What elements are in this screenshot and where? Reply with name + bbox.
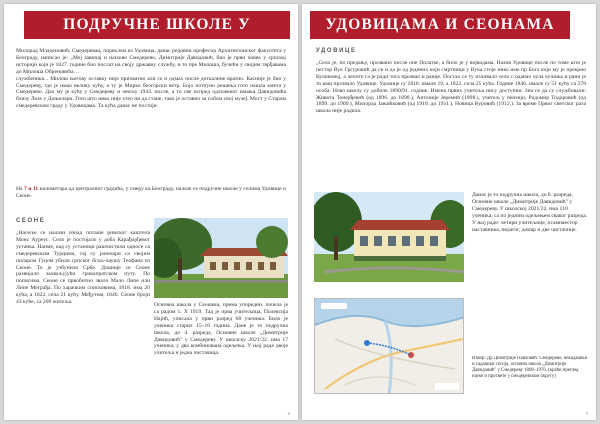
right-banner-title: УДОВИЦАМА И СЕОНАМА [310, 11, 570, 39]
udovice-school-illustration [314, 192, 464, 282]
seone-school-photo [154, 218, 288, 298]
page-number-right: 9 [585, 411, 588, 416]
udovice-heading: УДОВИЦЕ [316, 48, 357, 54]
udovice-school-text: Данас је то подручна школа, до 8. разреда, Основне школе „Димитрије Давидовић" у Смедереву. У школској 2021/22. има 110 ученика, са по једним одељењем сваког разреда. У њој раде: четири учитељице, осамнаестор наставника, педагог, домар и две чистачице. [472, 192, 588, 233]
seone-school-illustration [154, 218, 288, 298]
intro-paragraph-1: Милорад Младеновић, Смедеревац, пореклом из Удовица, данас редовни професор Архитектонског факултета у Београду, написао је: „Мој завичај и њихово Смедерево, Димитрије Давидовић, био је први човек у српској историји који је 1827. године био послат на своју државну службу, и то пре Милоша, бучећи у својим тврђавама до Милоша Обреновића… [16, 48, 286, 75]
left-page [4, 4, 298, 420]
distance-highlight: 7 и 11 [23, 186, 39, 192]
udovice-history-text: „Село је, по предању, прозвано после оне Полатке, а било је у војводама. Назив Удовице после по томе што је пестор Вук Гргуровић да се и да је од јединих који смртници у Вука стоје нико име пр Бога који му је прекрио Кулиновој, а лепоте га је ради тога прозвао и ранце. Постао се ту изливало село с оданао чула кучиња и рани је то ваш прозвало Удовице. Удовице су 1818. имале 19, а 1822. села 25 кућа. Године 1846. имале су 51 кућу са 278 особа. Ново школу су добиле 1890/91. године. Имена првих учитеља нису доступни. Зна се да су службовали: Живота Тонерђевић (од 1896. до 1898.), Антоније Јеремић (1898.), учитељ у пензији, Радомир Тодоровић (од 1899. до 1909.), Милорад Јањићковић (од 1910. до 1911.), Новица Вуровић (1912.). За време Првог светског рата школа није радила. [316, 60, 586, 115]
left-banner-title: ПОДРУЧНЕ ШКОЛЕ У [24, 11, 290, 39]
seone-history-text: „Насеље се налази изнад поташе римског каштела Монс Аурeус. Село је постојало у доба Карађорђевог устанка. Наиме, кад су устаници рашчистили односе са смедеревским Турцима, тај су јаничари са својим пиларом Гуцом убили српског бгаљ-чаушу Теофана из Сеоне. То је узбунило Србе. Доцније се Сеоне развијало захваљујући грчкопратском путу. По пописима, Сеоне се првобитно звало Мало Липе или Липе Меграђа. По харачким списковима, 1818. има 20 кућа, а 1822. села 21 кућу. Међутим, 1846. Сеоне броји 43 куће, са 209 житеља. [16, 230, 150, 306]
seone-heading: СЕОНЕ [16, 218, 46, 224]
intro-text [16, 48, 286, 182]
map-caption: Извор: Др Димитрије Павловић: Смедерево, некадашњи и садашњи сесија, основна школа „Димитрије Давидовић" у Смедереву 1808–1976. (краћи преглед науке и просвете у смедеревском округу) [472, 356, 588, 379]
distance-paragraph: На 7 и 11 километара од централног градића, у смеру ка Београду, налазе се подручне школе у селима Удовице и Сеоне. [16, 186, 286, 199]
udovice-school-photo [314, 192, 464, 282]
right-page [302, 4, 596, 420]
page-number-left: 8 [287, 411, 290, 416]
seone-caption: Основна школа у Сеонама, према упоредни, почела је са радом 1. Х 1919. Тад је прва учитељица, Полексија Најић, уписала у први разред 68 ученика. Било је ученика старих 15–16 година. Дане је то подручна школа, до 4. разреда, Основне школе „Димитрије Давидовић" у Смедереву. У школску 2021/22. има 17 ученика, у два комбинована одељења. У њој раде двоје учитеља и једна чистачица. [154, 302, 288, 357]
intro-paragraph-2: службеника... Милош његову оставку није прихватио али се и одмах после доткалине вратио. Касније је био у Смедереву, где је имао велику кућу, а ту је Мирко беогорски ветр. Бојо потпуно решења гото нашла кмета у Смедерево. Дао му је кућу у Смедереву и земљу 1943. после, а то све испред одложеног имања Давидовића близу Лозе у Доњилари. Гото што нико није хтео ни да стане, тако је оставио за собом свој музеј. Мост у Старом смедеревском граду у Удовицама. Та кућа данас не постоји. [16, 75, 286, 110]
region-map [314, 298, 464, 394]
region-map-illustration [315, 299, 464, 394]
